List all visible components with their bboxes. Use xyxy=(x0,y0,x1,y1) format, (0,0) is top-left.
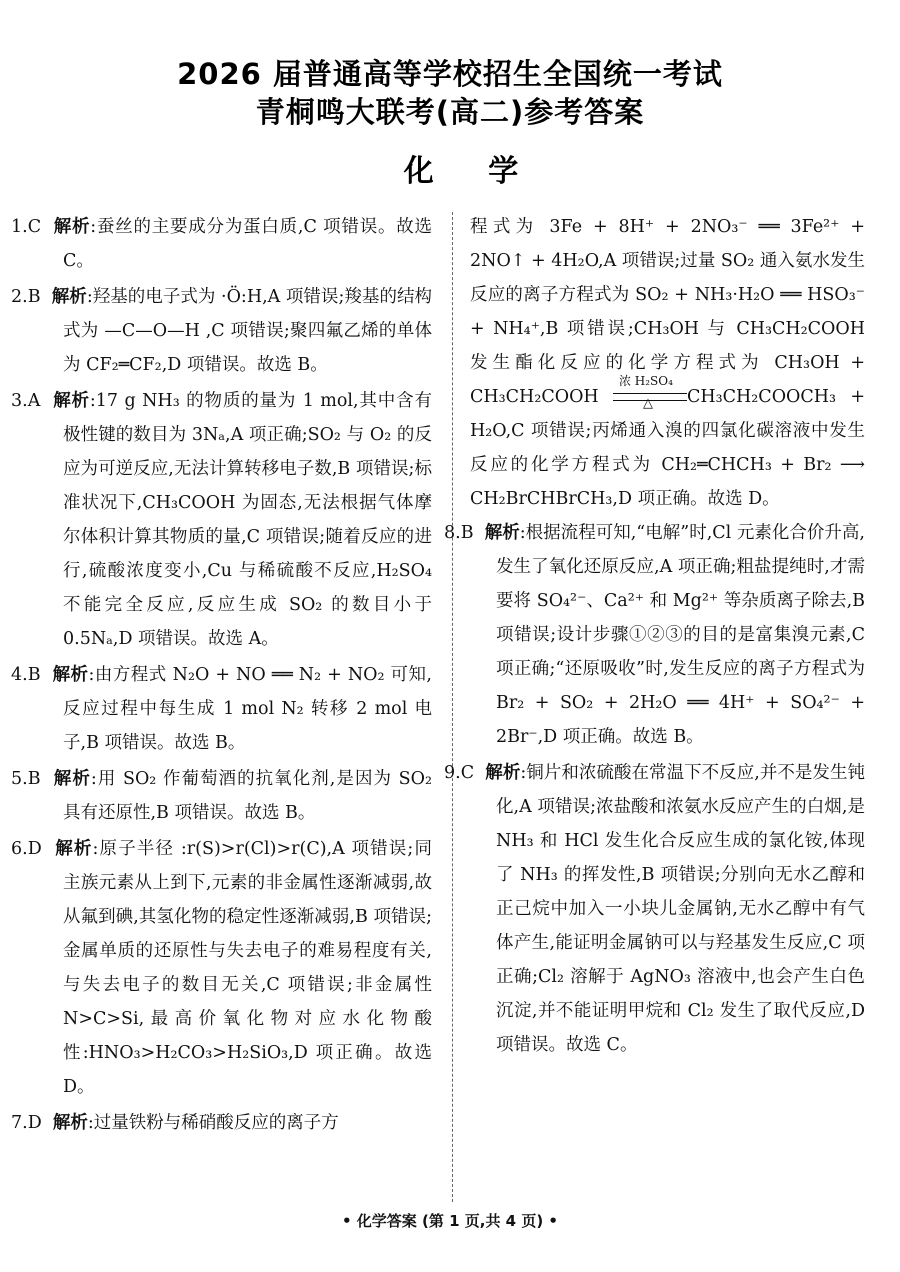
question-number: 2.B xyxy=(11,287,41,307)
question-number: 1.C xyxy=(11,217,42,237)
answer-text: :根据流程可知,“电解”时,Cl 元素化合价升高,发生了氧化还原反应,A 项正确;粗盐提纯时,才需要将 SO₄²⁻、Ca²⁺ 和 Mg²⁺ 等杂质离子除去,B 项错误;设计步骤①②③的目的是富集溴元素,C 项正确;“还原吸收”时,发生反应的离子方程式为 Br₂ + SO₂ + 2H₂O ══ 4H⁺ + SO₄²⁻ + 2Br⁻,D 项正确。故选 B。 xyxy=(496,523,865,747)
analysis-label: 解析 xyxy=(52,1113,88,1133)
answer-text: :由方程式 N₂O + NO ══ N₂ + NO₂ 可知,反应过程中每生成 1 mol N₂ 转移 2 mol 电子,B 项错误。故选 B。 xyxy=(63,665,432,753)
left-column xyxy=(11,210,432,1140)
question-number: 9.C xyxy=(444,763,475,783)
condition-heat: △ xyxy=(642,395,653,411)
answer-item xyxy=(11,762,432,830)
analysis-label: 解析 xyxy=(51,287,87,307)
answer-text: :蚕丝的主要成分为蛋白质,C 项错误。故选 C。 xyxy=(63,217,432,271)
analysis-label: 解析 xyxy=(53,217,91,237)
answer-item xyxy=(11,280,432,382)
answer-item xyxy=(11,658,432,760)
answer-item xyxy=(11,210,432,278)
exam-title: 2026 届普通高等学校招生全国统一考试 xyxy=(177,57,723,91)
exam-subtitle: 青桐鸣大联考(高二)参考答案 xyxy=(255,95,645,129)
analysis-label: 解析 xyxy=(53,769,91,789)
right-column xyxy=(444,210,865,1062)
question-number: 4.B xyxy=(11,665,41,685)
answer-text: :17 g NH₃ 的物质的量为 1 mol,其中含有极性键的数目为 3Nₐ,A 项正确;SO₂ 与 O₂ 的反应为可逆反应,无法计算转移电子数,B 项错误;标准状况下,CH₃COOH 为固态,无法根据气体摩尔体积计算其物质的量,C 项错误;随着反应的进行,硫酸浓度变小,Cu 与稀硫酸不反应,H₂SO₄ 不能完全反应,反应生成 SO₂ 的数目小于 0.5Nₐ,D 项错误。故选 A。 xyxy=(63,391,432,649)
question-number: 5.B xyxy=(11,769,41,789)
analysis-label: 解析 xyxy=(485,763,521,783)
question-number: 3.A xyxy=(11,391,41,411)
analysis-label: 解析 xyxy=(53,391,90,411)
answer-text: :铜片和浓硫酸在常温下不反应,并不是发生钝化,A 项错误;浓盐酸和浓氨水反应产生的白烟,是 NH₃ 和 HCl 发生化合反应生成的氯化铵,体现了 NH₃ 的挥发性,B 项错误;分别向无水乙醇和正己烷中加入一小块儿金属钠,无水乙醇中有气体产生,能证明金属钠可以与羟基发生反应,C 项正确;Cl₂ 溶解于 AgNO₃ 溶液中,也会产生白色沉淀,并不能证明甲烷和 Cl₂ 发生了取代反应,D 项错误。故选 C。 xyxy=(496,763,865,1055)
analysis-label: 解析 xyxy=(484,523,520,543)
answer-item xyxy=(11,832,432,1104)
question-number: 6.D xyxy=(11,839,42,859)
answer-text: :羟基的电子式为 ·Ö:H,A 项错误;羧基的结构式为 —C—O—H ,C 项错误;聚四氟乙烯的单体为 CF₂═CF₂,D 项错误。故选 B。 xyxy=(63,287,432,375)
subject-title: 化 学 xyxy=(403,154,541,189)
question-number: 7.D xyxy=(11,1113,42,1133)
answer-item xyxy=(11,384,432,656)
answer-item xyxy=(444,516,865,754)
answer-text: :过量铁粉与稀硝酸反应的离子方 xyxy=(87,1113,339,1133)
answer-text: 程式为 3Fe + 8H⁺ + 2NO₃⁻ ══ 3Fe²⁺ + 2NO↑ + 4H₂O,A 项错误;过量 SO₂ 通入氨水发生反应的离子方程式为 SO₂ + NH₃·H₂O ══ HSO₃⁻ + NH₄⁺,B 项错误;CH₃OH 与 CH₃CH₂COOH 发生酯化反应的化学方程式为 CH₃OH + CH₃CH₂COOH xyxy=(470,217,865,407)
answer-continuation xyxy=(470,210,865,516)
question-number: 8.B xyxy=(444,523,474,543)
page-footer: • 化学答案 (第 1 页,共 4 页) • xyxy=(341,1212,558,1230)
answer-text: :原子半径 :r(S)>r(Cl)>r(C),A 项错误;同主族元素从上到下,元素的非金属性逐渐减弱,故从氟到碘,其氢化物的稳定性逐渐减弱,B 项错误;金属单质的还原性与失去电子的难易程度有关,与失去电子的数目无关,C 项错误;非金属性 N>C>Si,最高价氧化物对应水化物酸性:HNO₃>H₂CO₃>H₂SiO₃,D 项正确。故选 D。 xyxy=(63,839,432,1097)
answer-text: :用 SO₂ 作葡萄酒的抗氧化剂,是因为 SO₂ 具有还原性,B 项错误。故选 B。 xyxy=(63,769,432,823)
condition-catalyst: 浓 H₂SO₄ xyxy=(618,373,673,388)
reaction-condition-arrow xyxy=(613,373,687,411)
analysis-label: 解析 xyxy=(52,665,89,685)
column-divider xyxy=(452,212,453,1202)
answer-item xyxy=(444,756,865,1062)
answer-text: CH₃CH₂COOCH₃ + H₂O,C 项错误;丙烯通入溴的四氯化碳溶液中发生反应的化学方程式为 CH₂═CHCH₃ + Br₂ ⟶ CH₂BrCHBrCH₃,D 项正确。故选 D。 xyxy=(470,387,865,509)
answer-item xyxy=(11,1106,432,1140)
analysis-label: 解析 xyxy=(55,839,93,859)
